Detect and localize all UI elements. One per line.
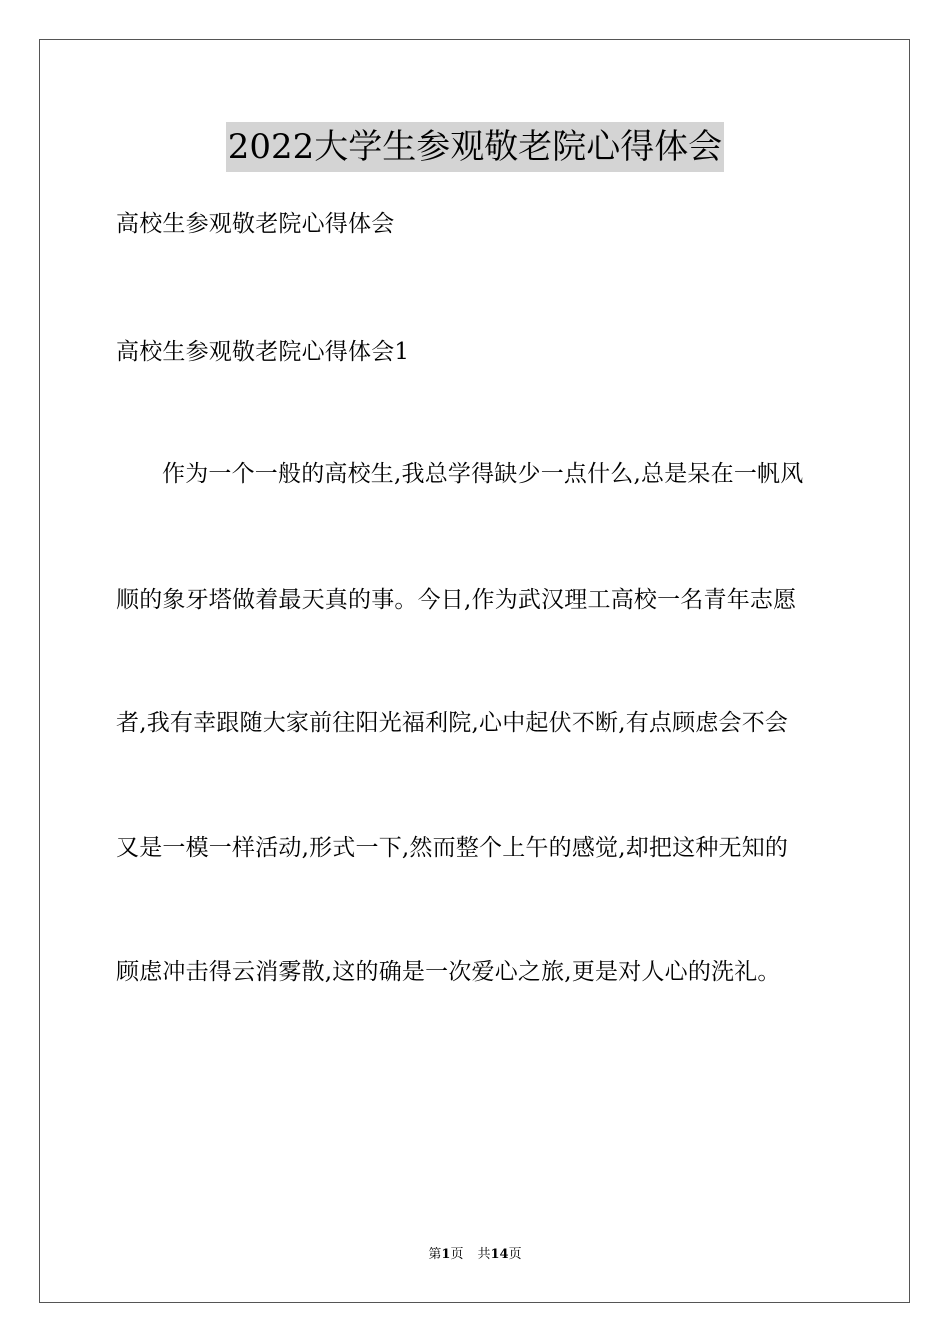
- paragraph-line: 者,我有幸跟随大家前往阳光福利院,心中起伏不断,有点顾虑会不会: [116, 710, 789, 736]
- total-label-prefix: 共: [477, 1247, 491, 1262]
- document-subtitle: 高校生参观敬老院心得体会: [116, 211, 395, 237]
- page-label-prefix: 第: [428, 1247, 442, 1262]
- section-heading: 高校生参观敬老院心得体会1: [116, 339, 410, 365]
- page-number: 1: [441, 1247, 451, 1262]
- paragraph-line: 作为一个一般的高校生,我总学得缺少一点什么,总是呆在一帆风: [162, 461, 804, 487]
- paragraph-line: 又是一模一样活动,形式一下,然而整个上午的感觉,却把这种无知的: [116, 835, 789, 861]
- title-container: [0, 122, 950, 172]
- page-label-suffix: 页: [450, 1247, 464, 1262]
- total-label-suffix: 页: [508, 1247, 522, 1262]
- paragraph-line: 顾虑冲击得云消雾散,这的确是一次爱心之旅,更是对人心的洗礼。: [116, 959, 781, 985]
- paragraph-line: 顺的象牙塔做着最天真的事。今日,作为武汉理工高校一名青年志愿: [116, 587, 797, 613]
- page-footer: [0, 1245, 950, 1265]
- total-pages: 14: [490, 1247, 509, 1262]
- document-title: 2022大学生参观敬老院心得体会: [226, 122, 725, 172]
